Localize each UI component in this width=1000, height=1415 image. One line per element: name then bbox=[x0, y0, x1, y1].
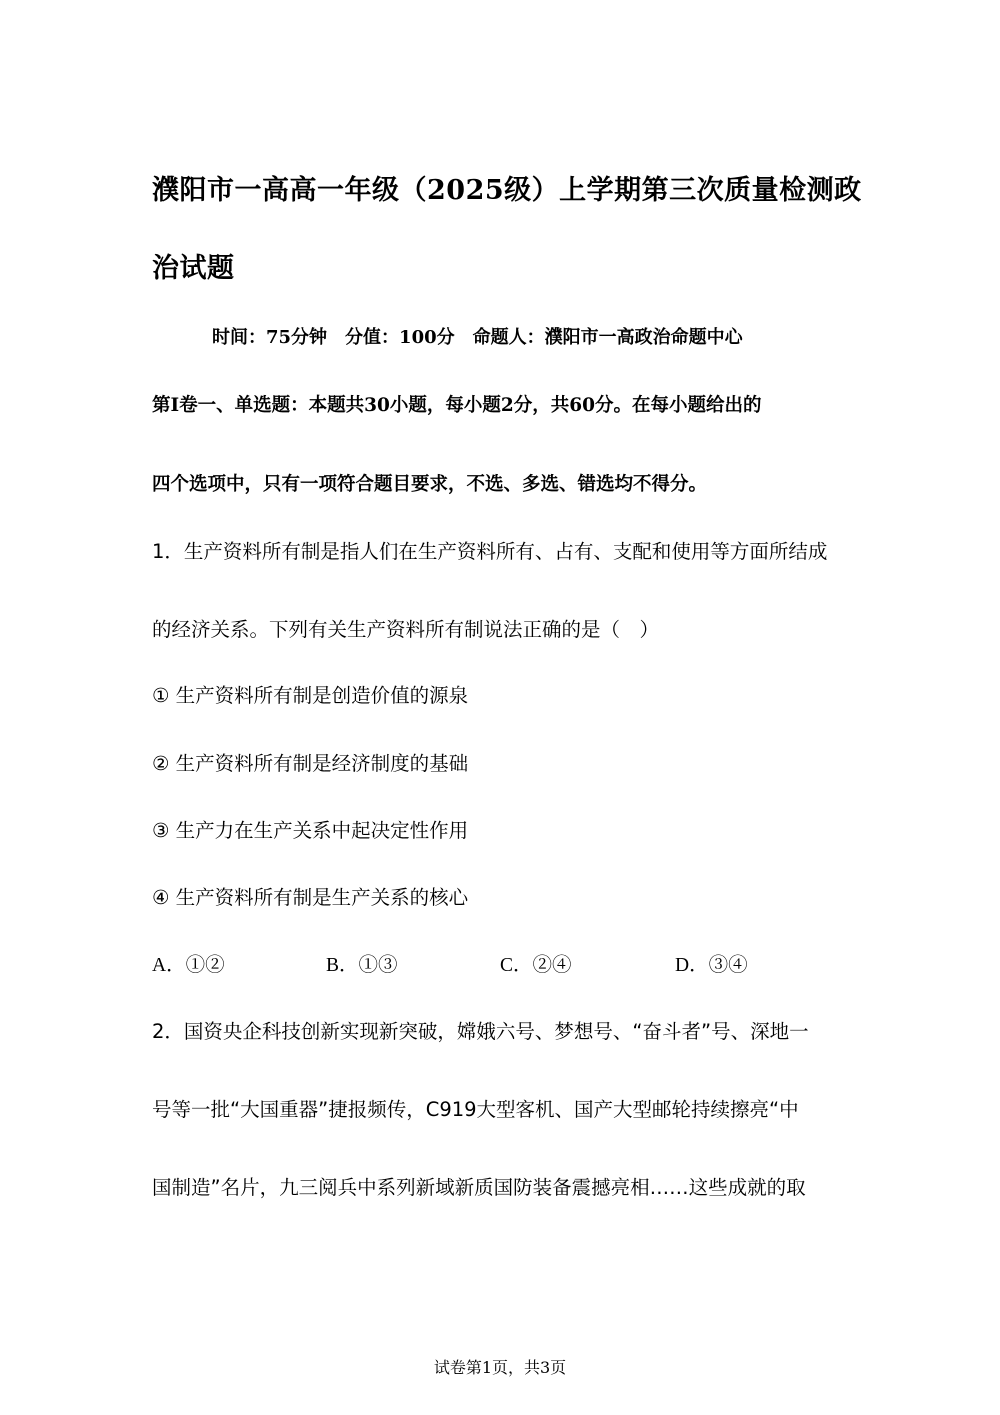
question-1-statement-1: ① 生产资料所有制是创造价值的源泉 bbox=[152, 684, 469, 707]
page-footer: 试卷第1页，共3页 bbox=[433, 1358, 567, 1377]
question-1-stem-line-2: 的经济关系。下列有关生产资料所有制说法正确的是（ ） bbox=[152, 618, 660, 641]
question-1-statement-3: ③ 生产力在生产关系中起决定性作用 bbox=[152, 819, 469, 842]
question-1-stem-line-1: 1．生产资料所有制是指人们在生产资料所有、占有、支配和使用等方面所结成 bbox=[152, 540, 828, 563]
question-1-option-c: C．②④ bbox=[500, 955, 572, 976]
section-heading-line-2: 四个选项中，只有一项符合题目要求，不选、多选、错选均不得分。 bbox=[152, 474, 708, 495]
exam-info-line: 时间：75分钟 分值：100分 命题人：濮阳市一高政治命题中心 bbox=[212, 327, 743, 348]
question-1-statement-4: ④ 生产资料所有制是生产关系的核心 bbox=[152, 886, 469, 909]
question-1-option-b: B．①③ bbox=[326, 955, 398, 976]
question-2-stem-line-2: 号等一批“大国重器”捷报频传，C919大型客机、国产大型邮轮持续擦亮“中 bbox=[152, 1098, 799, 1121]
section-heading-line-1: 第Ⅰ卷一、单选题：本题共30小题，每小题2分，共60分。在每小题给出的 bbox=[152, 395, 762, 416]
exam-title-line-2: 治试题 bbox=[152, 253, 235, 284]
question-2-stem-line-3: 国制造”名片，九三阅兵中系列新域新质国防装备震撼亮相……这些成就的取 bbox=[152, 1176, 806, 1199]
exam-title-line-1: 濮阳市一高高一年级（2025级）上学期第三次质量检测政 bbox=[152, 175, 862, 206]
question-2-stem-line-1: 2．国资央企科技创新实现新突破，嫦娥六号、梦想号、“奋斗者”号、深地一 bbox=[152, 1020, 809, 1043]
question-1-option-d: D．③④ bbox=[675, 955, 748, 976]
question-1-statement-2: ② 生产资料所有制是经济制度的基础 bbox=[152, 752, 469, 775]
question-1-option-a: A．①② bbox=[152, 955, 225, 976]
